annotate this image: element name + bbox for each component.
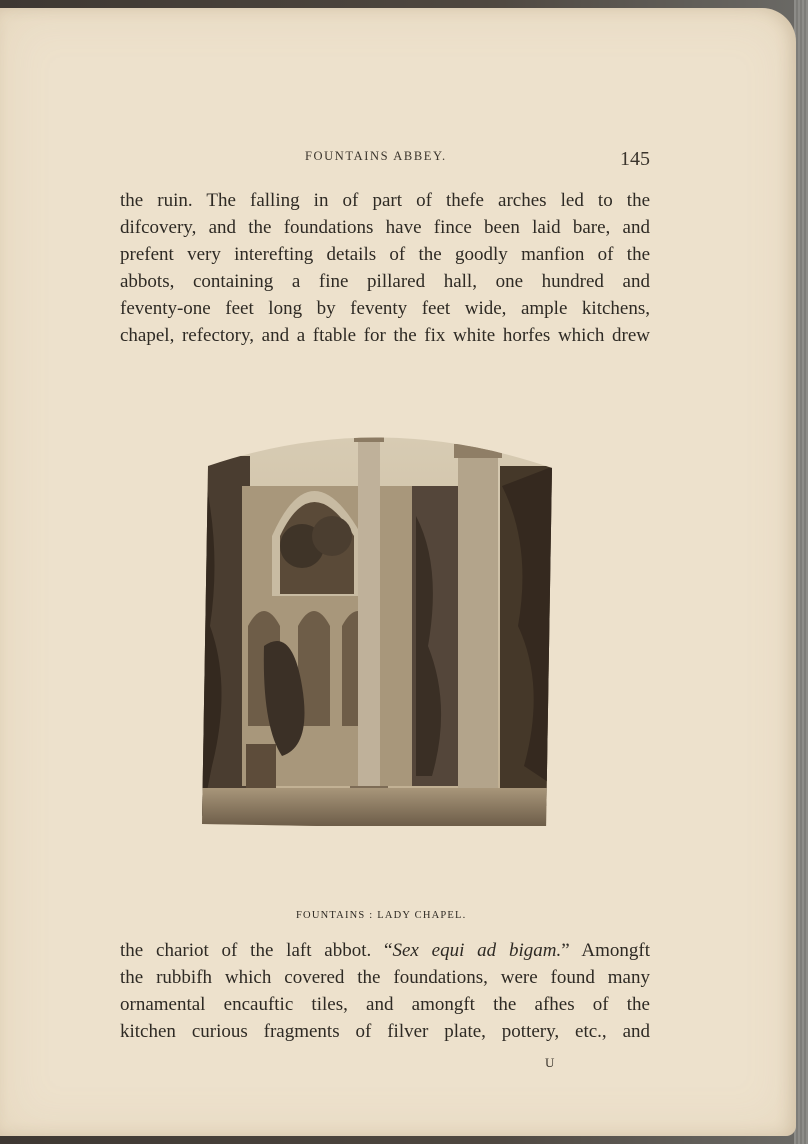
running-head: FOUNTAINS ABBEY. — [305, 149, 447, 163]
book-page — [0, 8, 796, 1136]
text-fragment: the chariot of the laft abbot. “ — [120, 940, 393, 961]
text-line: prefent very interefting details of the goodly manfion of the — [120, 244, 650, 265]
text-line: difcovery, and the foundations have fince been laid bare, and — [120, 217, 650, 238]
text-line: kitchen curious fragments of filver plate, pottery, etc., and — [120, 1021, 650, 1042]
page-number: 145 — [620, 148, 650, 170]
text-line: ornamental encauftic tiles, and amongft the afhes of the — [120, 994, 650, 1015]
text-line: feventy-one feet long by feventy feet wide, ample kitchens, — [120, 298, 650, 319]
cloth-edge — [794, 0, 808, 1144]
text-line-with-latin — [120, 937, 650, 964]
signature-mark: U — [545, 1055, 555, 1070]
lady-chapel-photograph — [202, 426, 554, 834]
body-text-top — [120, 187, 650, 349]
text-line: chapel, refectory, and a ftable for the fix white horfes which drew — [120, 325, 650, 346]
text-fragment: ” Amongft — [561, 940, 651, 961]
text-line: the ruin. The falling in of part of thefe arches led to the — [120, 190, 650, 211]
photo-caption: FOUNTAINS : LADY CHAPEL. — [296, 910, 467, 921]
latin-phrase: Sex equi ad bigam. — [392, 940, 562, 961]
body-text-bottom — [120, 937, 650, 1045]
text-line: the rubbifh which covered the foundations, were found many — [120, 967, 650, 988]
text-line: abbots, containing a fine pillared hall, one hundred and — [120, 271, 650, 292]
